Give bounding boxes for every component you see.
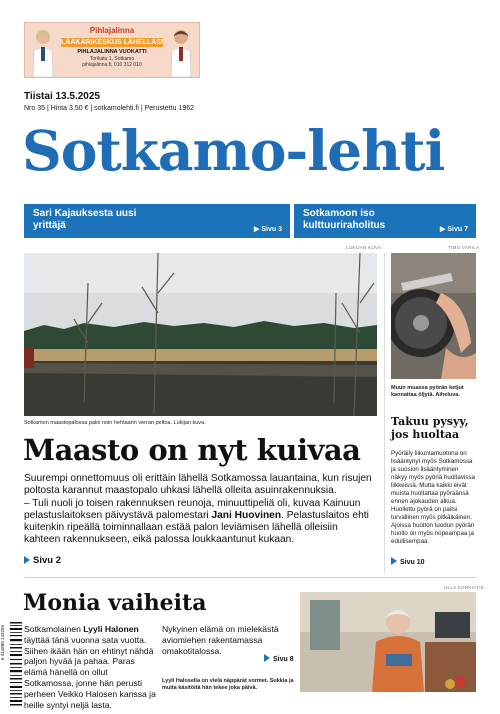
person-name: Lyyli Halonen [83, 624, 139, 634]
photo-credit: TIMO VARILA [448, 245, 480, 250]
teaser-title: Sotkamoon iso kulttuuriraholitus [303, 208, 386, 231]
barcode-image [4, 620, 22, 708]
photo-credit: ULLA KORKIATIE [444, 585, 485, 590]
arrow-right-icon [391, 557, 397, 565]
column-divider [384, 253, 385, 573]
issue-info: Nro 35 | Hinta 3,50 € | sotkamolehti.fi | Perustettu 1962 [24, 105, 195, 112]
ad-contact: pihlajalinna.fi, 010 312 010 [82, 62, 142, 68]
bottom-text-column-2: Nykyinen elämä on mielekästä aviomiehen rakentamassa omakotitalossa. [162, 624, 279, 656]
wildfire-field-photo[interactable] [24, 253, 377, 416]
teaser-culture-funding[interactable] [294, 204, 476, 238]
bike-chain-photo[interactable] [391, 253, 476, 379]
ad-clinic-name: PIHLAJALINNA VUOKATTI [77, 49, 147, 55]
main-lead-text: Suurempi onnettomuus oli erittäin lähellä Sotkamossa lauantaina, kun risujen poltosta karannut maastopalo uhkasi lähellä olleita asuinrakennuksia. – Tuli nuoli jo toisen rakennuksen reunoja, minuuttipeliä oli, kuvaa Kainuun pelastuslaitoksen päivystävä palomestari Jani Huovinen. Pelastuslaitos ehti kuitenkin ripeällä toiminnallaan estää palon leviämisen lähellä olleisiin kahteen rakennukseen, eikä palossa loukkaantunut kukaan. [24, 473, 372, 546]
arrow-right-icon [24, 556, 30, 564]
main-photo-caption: Sotkamon maastopalossa paloi noin hehtaarin verran peltoa. Lukijan kuva. [24, 420, 206, 426]
bottom-text-column-1: Sotkamolainen Lyyli Halonen täyttää tänä vuonna sata vuotta. Siihen ikään hän on ehtinyt nähdä paljon hyvää ja pahaa. Paras elämä hänellä on ollut Sotkamossa, jonne hän perusti perheen Veikko Halosen kanssa ja heille syntyi neljä lasta. [24, 624, 156, 710]
barcode-number: 6 414880 143255 [0, 625, 5, 661]
advertisement-banner[interactable] [24, 22, 200, 78]
teaser-page-ref: ▶ Sivu 3 [254, 226, 282, 233]
main-page-ref[interactable]: Sivu 2 [24, 555, 61, 566]
ad-doctor-image [31, 27, 55, 77]
side-headline[interactable]: Takuu pysyy, jos huoltaa [391, 415, 469, 441]
teaser-entrepreneur[interactable] [24, 204, 290, 238]
side-photo-caption: Muun muassa pyörän ketjut kannattaa öljytä. Aiheluva. [391, 385, 464, 398]
teaser-page-ref: ▶ Sivu 7 [440, 226, 468, 233]
ad-headline: LÄÄKÄRIKESKUS LÄHELLÄSI [61, 39, 163, 46]
side-page-ref[interactable]: Sivu 10 [391, 557, 425, 566]
bottom-headline[interactable]: Monia vaiheita [23, 590, 207, 616]
main-headline[interactable]: Maasto on nyt kuivaa [23, 433, 361, 467]
side-body-text: Pyöräily liikuntamuotona on lisääntynyt myös Sotkamossa ja suosion lisääntyminen näkyy myös pyöriä huoltavissa liikkeissä. Mutta kaikki eivät muista huoltattaa pyöräänsä ennen ajokauden alkua. Huollettu pyörä on paitsi turvallinen myös pitkäikäinen. Ajoissa huolton tuodun pyörän huolto on myös nopeampaa ja edullisempaa. [391, 450, 475, 545]
ad-brand: Pihlajalinna [89, 26, 135, 35]
bottom-page-ref[interactable]: Sivu 8 [264, 654, 294, 663]
ad-doctor-image [169, 27, 193, 77]
newspaper-masthead: Sotkamo-lehti [22, 118, 445, 183]
ad-address: Torikatu 1, Sotkamo [89, 55, 135, 62]
photo-credit: LUKIJAN KUVA [346, 245, 382, 250]
elderly-woman-photo[interactable] [300, 592, 476, 692]
teaser-bar [24, 204, 476, 238]
arrow-right-icon [264, 654, 270, 662]
person-name: Jani Huovinen [211, 509, 282, 521]
issue-date: Tiistai 13.5.2025 [24, 91, 100, 102]
teaser-title: Sari Kajauksesta uusi yrittäjä [33, 208, 137, 231]
bottom-photo-caption: Lyyli Halosella on vielä näppärät sormet. Sukkia ja muita käsitöitä hän tekee joka päivä. [162, 678, 294, 691]
section-divider [24, 577, 476, 578]
